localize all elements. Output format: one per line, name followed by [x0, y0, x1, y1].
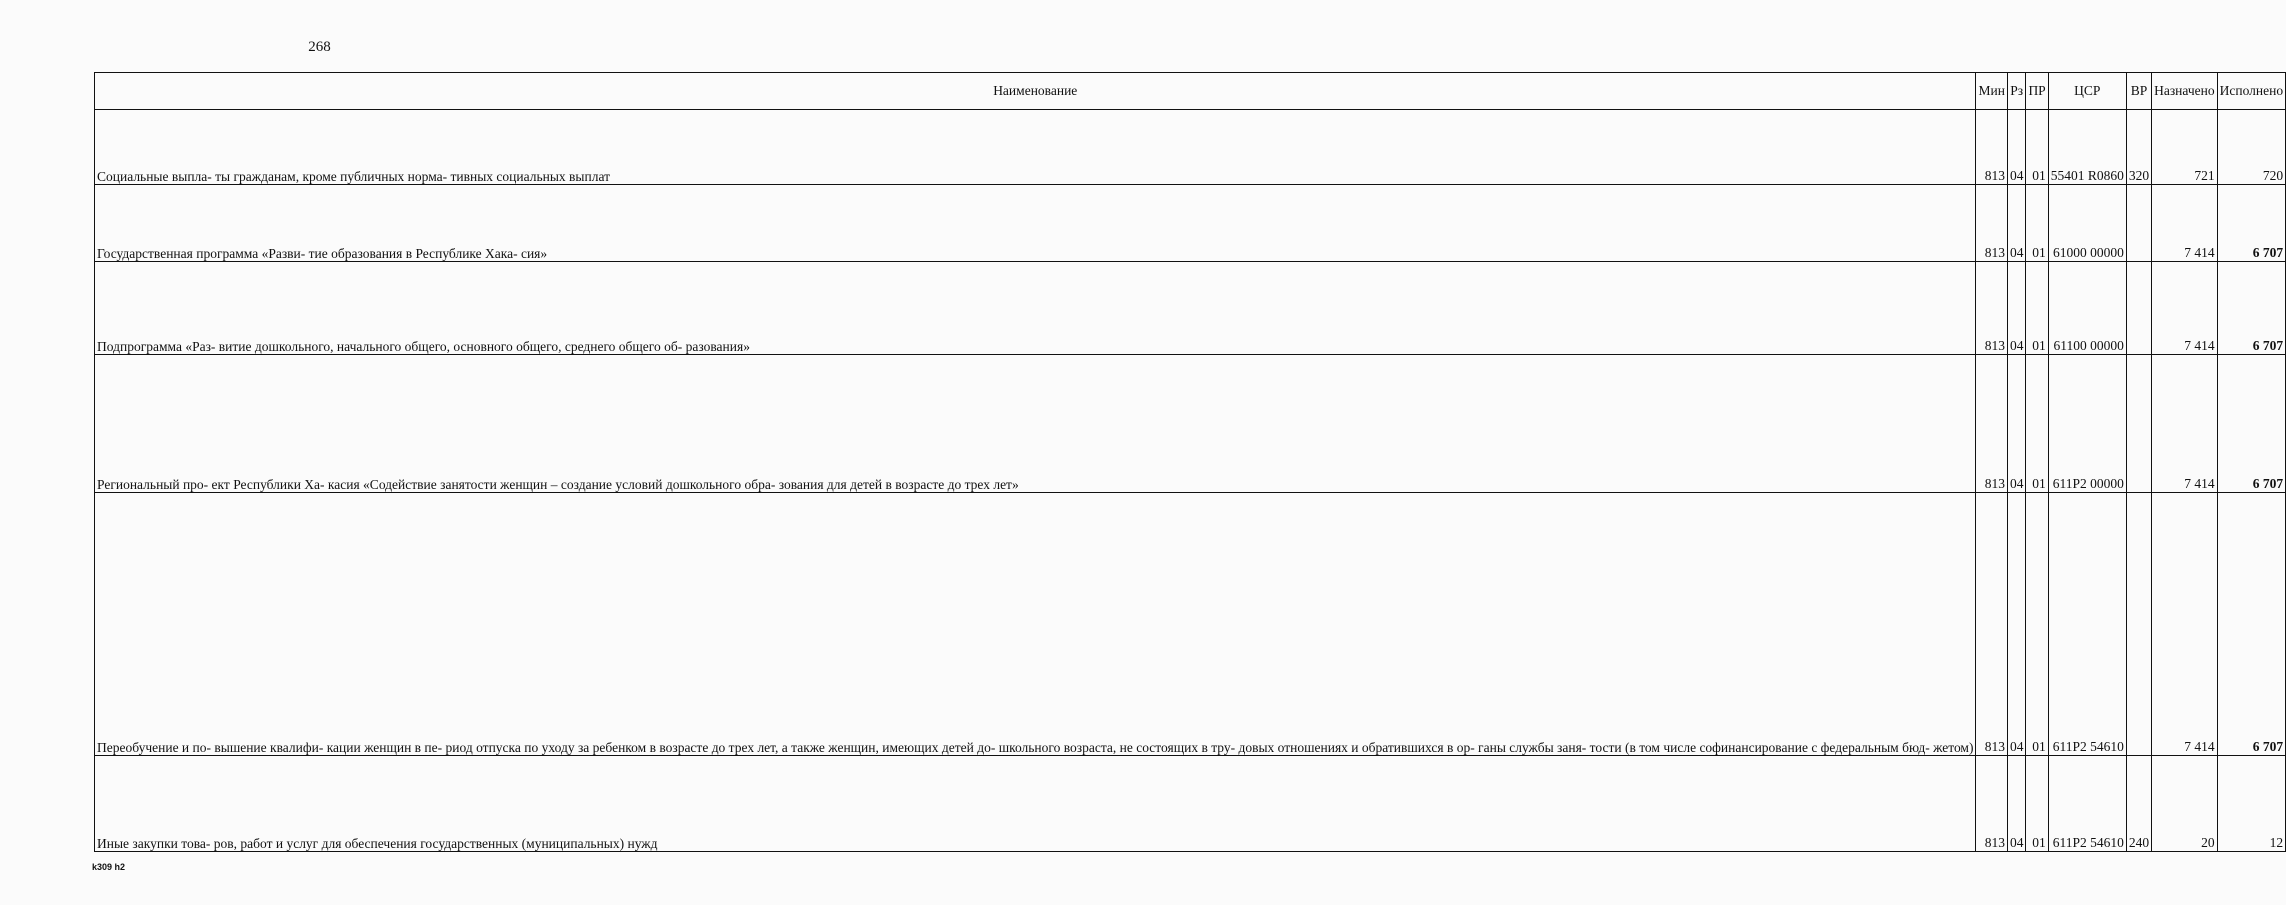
row-min: 813 — [1976, 262, 2007, 355]
row-executed: 6 707 — [2217, 493, 2285, 756]
row-rz: 04 — [2007, 493, 2026, 756]
row-name: Подпрограмма «Раз- витие дошкольного, начального общего, основного общего, среднего общего об- разования» — [95, 262, 1976, 355]
row-executed: 720 — [2217, 110, 2285, 185]
row-csr: 611P2 54610 — [2048, 493, 2126, 756]
row-pr: 01 — [2026, 493, 2048, 756]
row-name: Региональный про- ект Республики Ха- касия «Содействие занятости женщин – создание условий дошкольного обра- зования для детей в возрасте до трех лет» — [95, 355, 1976, 493]
row-min: 813 — [1976, 756, 2007, 852]
table-row — [95, 756, 2286, 852]
row-pr: 01 — [2026, 185, 2048, 262]
col-header-rz: Рз — [2007, 73, 2026, 110]
row-csr: 611P2 00000 — [2048, 355, 2126, 493]
row-pr: 01 — [2026, 262, 2048, 355]
row-vr — [2126, 262, 2151, 355]
row-csr: 61000 00000 — [2048, 185, 2126, 262]
row-executed: 6 707 — [2217, 355, 2285, 493]
row-name: Государственная программа «Разви- тие образования в Республике Хака- сия» — [95, 185, 1976, 262]
row-executed: 6 707 — [2217, 262, 2285, 355]
row-csr: 61100 00000 — [2048, 262, 2126, 355]
row-min: 813 — [1976, 493, 2007, 756]
row-assigned: 721 — [2152, 110, 2218, 185]
row-rz: 04 — [2007, 185, 2026, 262]
row-assigned: 7 414 — [2152, 355, 2218, 493]
table-header-row — [95, 73, 2286, 110]
col-header-executed: Исполнено — [2217, 73, 2285, 110]
budget-table — [94, 72, 2286, 852]
col-header-assigned: Назначено — [2152, 73, 2218, 110]
table-row — [95, 493, 2286, 756]
page-number: 268 — [308, 39, 331, 55]
row-name: Социальные выпла- ты гражданам, кроме публичных норма- тивных социальных выплат — [95, 110, 1976, 185]
col-header-min: Мин — [1976, 73, 2007, 110]
row-pr: 01 — [2026, 110, 2048, 185]
col-header-csr: ЦСР — [2048, 73, 2126, 110]
col-header-name: Наименование — [95, 73, 1976, 110]
row-assigned: 7 414 — [2152, 262, 2218, 355]
row-pr: 01 — [2026, 756, 2048, 852]
row-assigned: 7 414 — [2152, 185, 2218, 262]
row-csr: 55401 R0860 — [2048, 110, 2126, 185]
row-pr: 01 — [2026, 355, 2048, 493]
row-min: 813 — [1976, 355, 2007, 493]
row-min: 813 — [1976, 110, 2007, 185]
row-vr: 240 — [2126, 756, 2151, 852]
row-vr: 320 — [2126, 110, 2151, 185]
row-min: 813 — [1976, 185, 2007, 262]
footer-code: k309 h2 — [92, 862, 126, 872]
table-row — [95, 110, 2286, 185]
table-row — [95, 262, 2286, 355]
row-rz: 04 — [2007, 110, 2026, 185]
row-assigned: 20 — [2152, 756, 2218, 852]
table-row — [95, 185, 2286, 262]
row-name: Иные закупки това- ров, работ и услуг для обеспечения государственных (муниципальных) нужд — [95, 756, 1976, 852]
row-vr — [2126, 355, 2151, 493]
col-header-pr: ПР — [2026, 73, 2048, 110]
row-vr — [2126, 185, 2151, 262]
col-header-vr: ВР — [2126, 73, 2151, 110]
row-vr — [2126, 493, 2151, 756]
row-rz: 04 — [2007, 262, 2026, 355]
table-row — [95, 355, 2286, 493]
row-executed: 12 — [2217, 756, 2285, 852]
row-name: Переобучение и по- вышение квалифи- кации женщин в пе- риод отпуска по уходу за ребенком в возрасте до трех лет, а также женщин, имеющих детей до- школьного возраста, не состоящих в тру- довых отношениях и обратившихся в ор- ганы службы заня- тости (в том числе софинансирование с федеральным бюд- жетом) — [95, 493, 1976, 756]
row-rz: 04 — [2007, 355, 2026, 493]
row-csr: 611P2 54610 — [2048, 756, 2126, 852]
row-rz: 04 — [2007, 756, 2026, 852]
row-executed: 6 707 — [2217, 185, 2285, 262]
row-assigned: 7 414 — [2152, 493, 2218, 756]
